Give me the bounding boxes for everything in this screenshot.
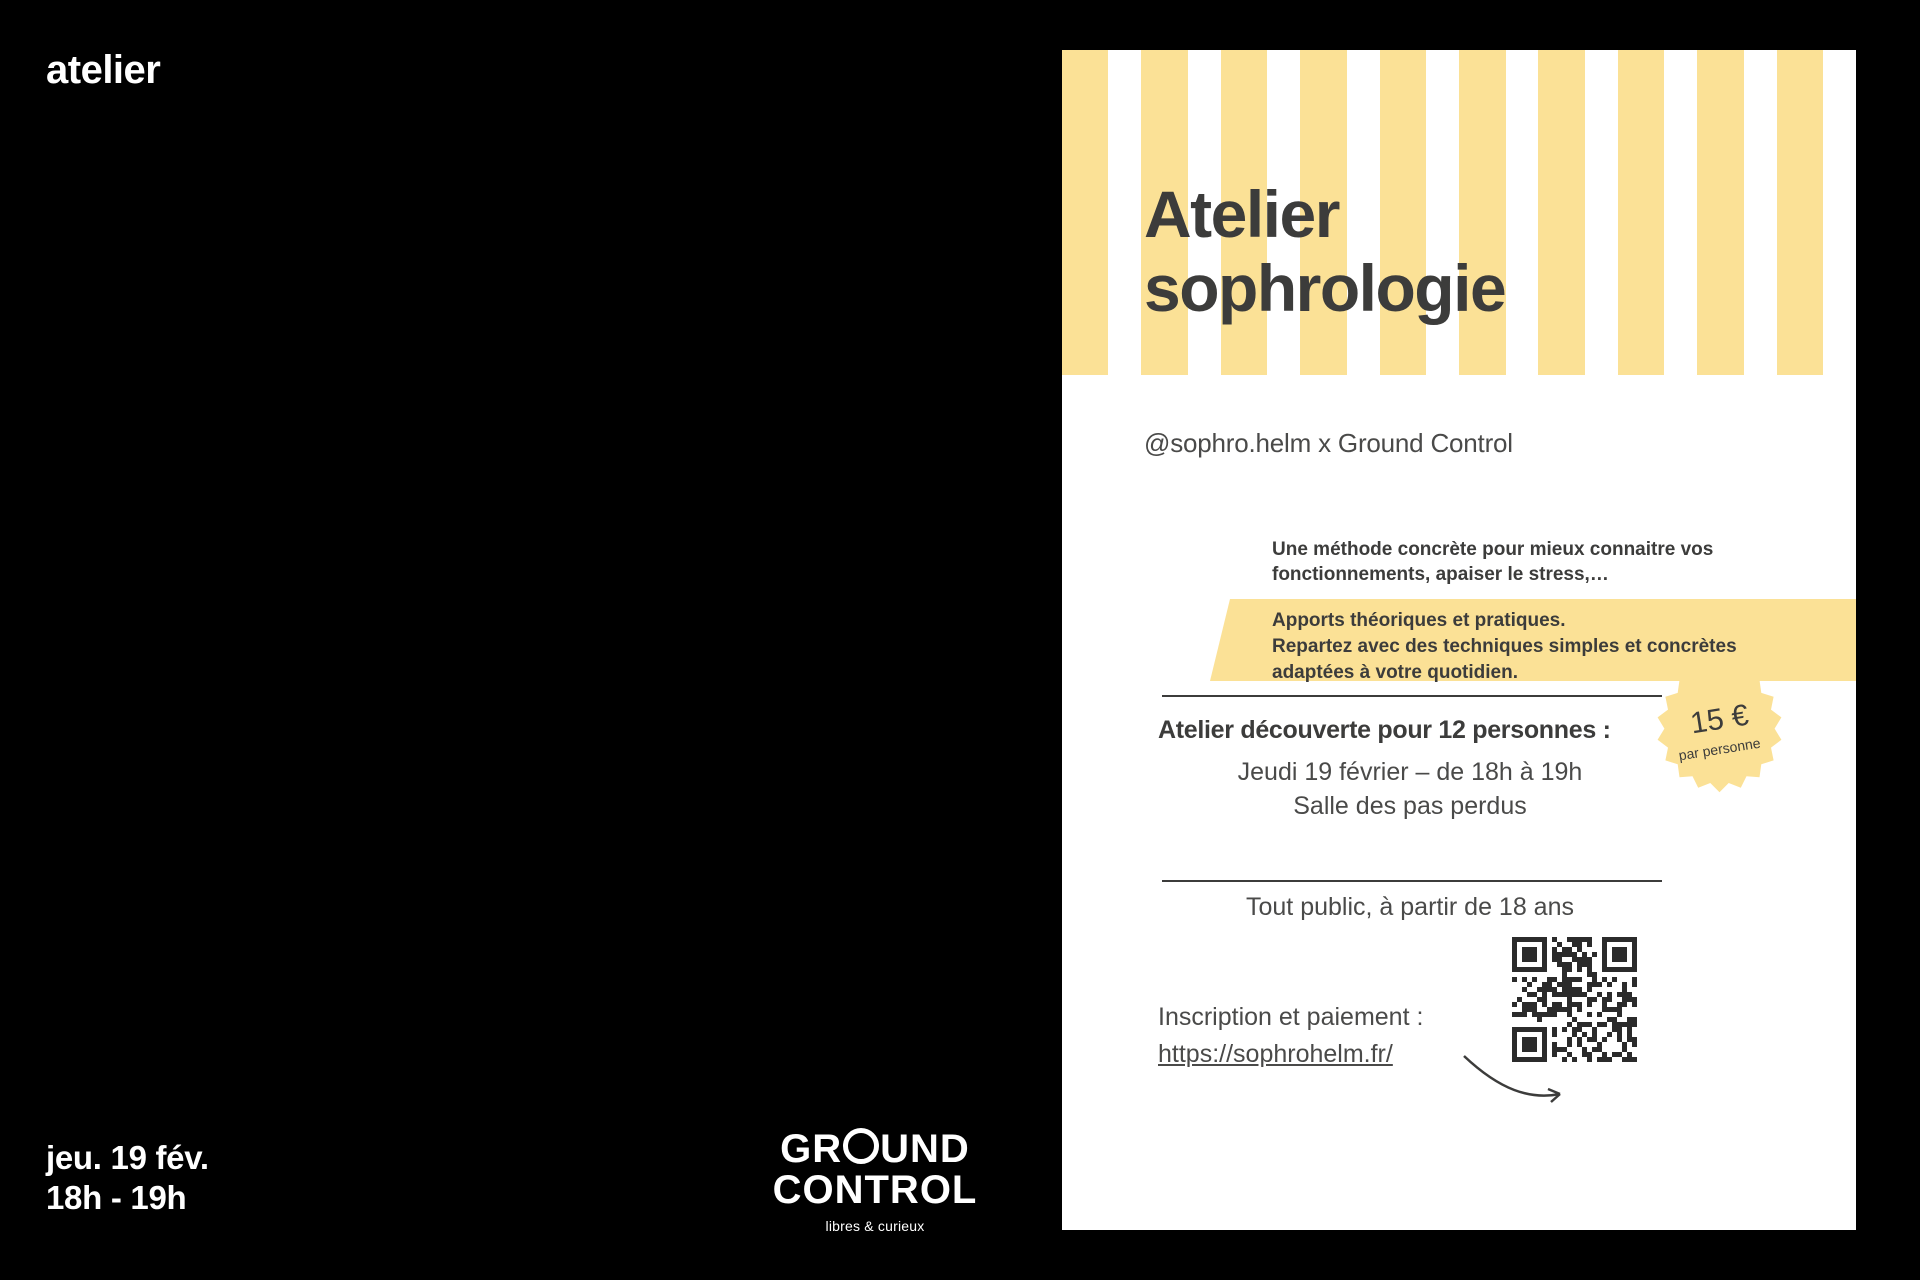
price-badge	[1651, 663, 1788, 800]
qr-code[interactable]	[1512, 937, 1637, 1062]
poster-intro-text: Une méthode concrète pour mieux connaitre vos fonctionnements, apaiser le stress,…	[1272, 539, 1714, 586]
price-amount: 15 €	[1687, 698, 1751, 741]
ground-control-logo	[760, 1128, 990, 1234]
event-datetime: Jeudi 19 février – de 18h à 19h	[1237, 758, 1583, 786]
page-title-line2: sophrologie	[1144, 250, 1506, 325]
divider-bottom	[1162, 880, 1662, 882]
logo-line-one	[760, 1128, 990, 1170]
poster-subtitle: @sophro.helm x Ground Control	[1144, 428, 1513, 458]
signup-label: Inscription et paiement :	[1158, 1003, 1424, 1031]
event-details	[1158, 755, 1662, 823]
logo-line-two: CONTROL	[772, 1168, 978, 1213]
signup-link[interactable]: https://sophrohelm.fr/	[1158, 1040, 1393, 1068]
page-title	[1144, 178, 1505, 326]
page-title-line1: Atelier	[1144, 177, 1339, 251]
event-time-line2: 18h - 19h	[46, 1178, 187, 1216]
event-heading: Atelier découverte pour 12 personnes :	[1158, 716, 1611, 744]
event-date-line1: jeu. 19 fév.	[46, 1138, 209, 1176]
highlight-line-1: Apports théoriques et pratiques.	[1272, 610, 1566, 631]
circle-icon	[843, 1128, 879, 1164]
logo-text-gr: GR	[780, 1127, 843, 1172]
event-location: Salle des pas perdus	[1293, 792, 1527, 820]
logo-tagline: libres & curieux	[825, 1218, 925, 1234]
event-audience: Tout public, à partir de 18 ans	[1246, 893, 1574, 921]
highlight-line-3: adaptées à votre quotidien.	[1272, 661, 1518, 683]
kicker-label: atelier	[46, 48, 161, 92]
event-date-block	[46, 1138, 209, 1219]
highlight-line-2: Repartez avec des techniques simples et concrètes	[1272, 635, 1737, 657]
price-unit: par personne	[1677, 734, 1762, 764]
logo-text-und: UND	[880, 1127, 970, 1172]
divider-top	[1162, 695, 1662, 697]
poster-card	[1062, 50, 1856, 1230]
